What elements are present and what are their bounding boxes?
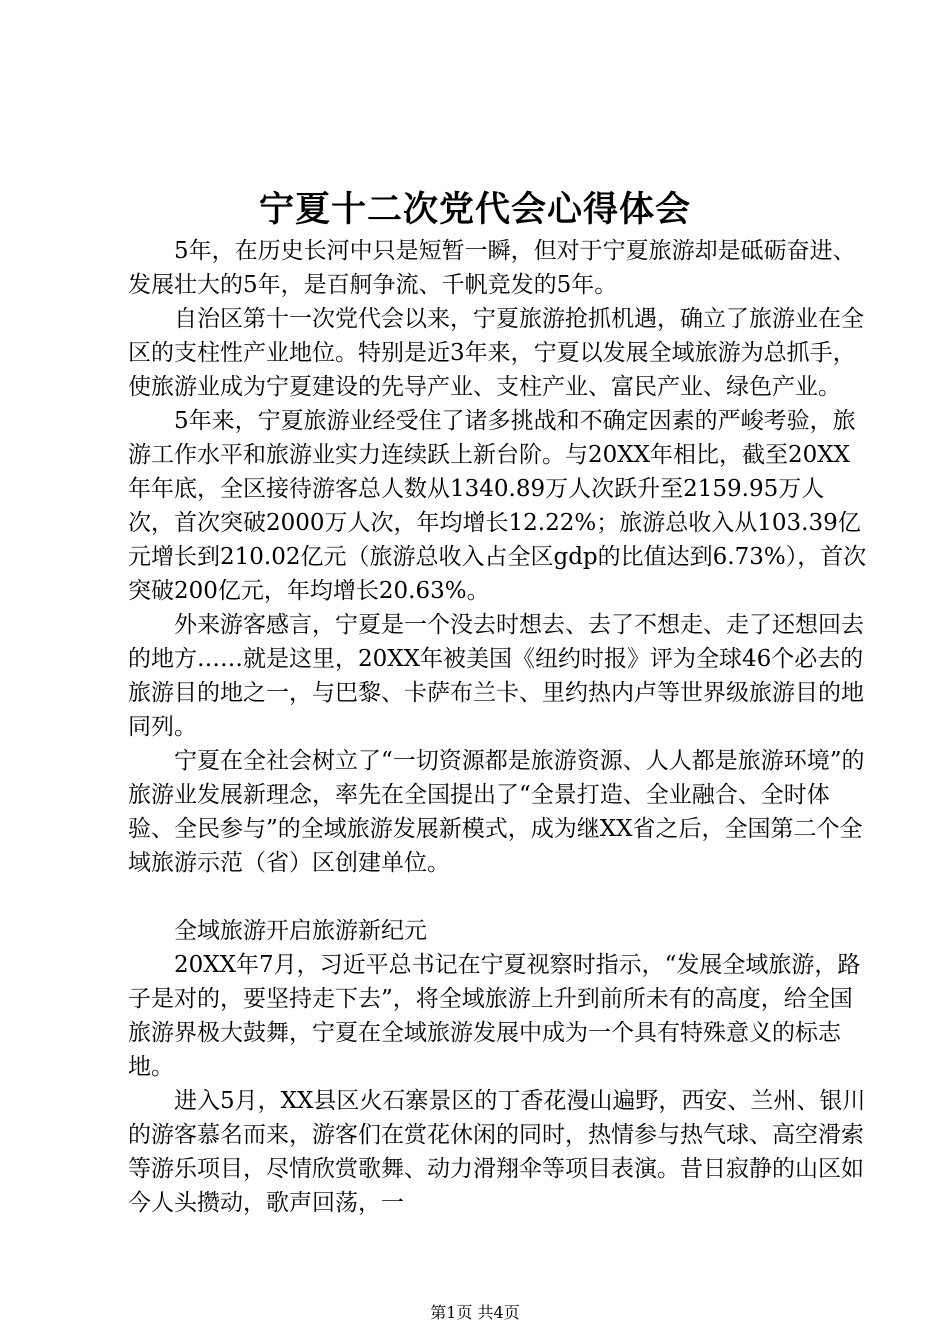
paragraph: 20XX年7月，习近平总书记在宁夏视察时指示，“发展全域旅游，路子是对的，要坚持走下去”，将全域旅游上升到前所未有的高度，给全国旅游界极大鼓舞，宁夏在全域旅游发展中成为一个具有特殊意义的标志地。: [128, 952, 861, 1080]
paragraph: 外来游客感言，宁夏是一个没去时想去、去了不想走、走了还想回去的地方……就是这里，20XX年被美国《纽约时报》评为全球46个必去的旅游目的地之一，与巴黎、卡萨布兰卡、里约热内卢等世界级旅游目的地同列。: [128, 612, 864, 740]
paragraph: 5年，在历史长河中只是短暂一瞬，但对于宁夏旅游却是砥砺奋进、发展壮大的5年，是百舸争流、千帆竞发的5年。: [128, 238, 856, 298]
document-title: 宁夏十二次党代会心得体会: [258, 189, 691, 230]
paragraph: 自治区第十一次党代会以来，宁夏旅游抢抓机遇，确立了旅游业在全区的支柱性产业地位。特别是近3年来，宁夏以发展全域旅游为总抓手，使旅游业成为宁夏建设的先导产业、支柱产业、富民产业、绿色产业。: [128, 306, 864, 400]
paragraph-gap: [128, 880, 868, 914]
paragraph: 宁夏在全社会树立了“一切资源都是旅游资源、人人都是旅游环境”的旅游业发展新理念，率先在全国提出了“全景打造、全业融合、全时体验、全民参与”的全域旅游发展新模式，成为继XX省之后，全国第二个全域旅游示范（省）区创建单位。: [128, 748, 865, 876]
section-heading: 全域旅游开启旅游新纪元: [174, 918, 427, 944]
paragraph: 进入5月，XX县区火石寨景区的丁香花漫山遍野，西安、兰州、银川的游客慕名而来，游客们在赏花休闲的同时，热情参与热气球、高空滑索等游乐项目，尽情欣赏歌舞、动力滑翔伞等项目表演。昔日寂静的山区如今人头攒动，歌声回荡，一: [128, 1088, 866, 1216]
document-body: [128, 234, 868, 1220]
page-footer: 第1页 共4页: [430, 1303, 520, 1322]
paragraph: 5年来，宁夏旅游业经受住了诸多挑战和不确定因素的严峻考验，旅游工作水平和旅游业实力连续跃上新台阶。与20XX年相比，截至20XX年年底，全区接待游客总人数从1340.89万人次跃升至2159.95万人次，首次突破2000万人次，年均增长12.22%；旅游总收入从103.39亿元增长到210.02亿元（旅游总收入占全区gdp的比值达到6.73%），首次突破200亿元，年均增长20.63%。: [128, 408, 867, 604]
